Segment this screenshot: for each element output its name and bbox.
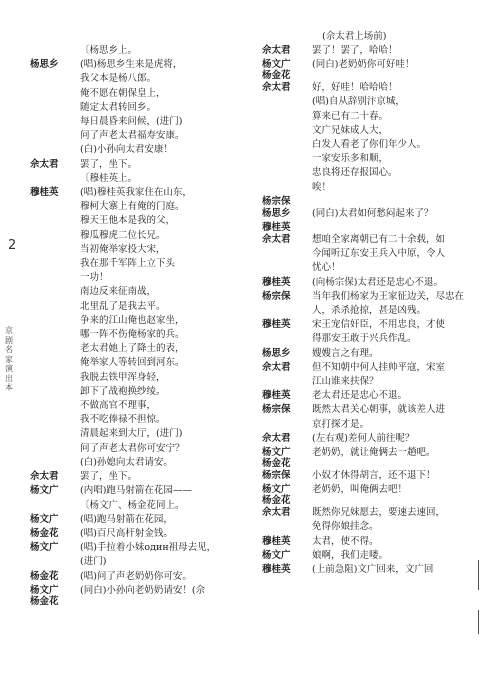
line-text: 〔穆桂英上。 — [80, 172, 138, 184]
speaker-name — [30, 413, 80, 414]
script-line — [262, 520, 486, 534]
script-line — [30, 442, 252, 456]
script-line — [30, 186, 252, 200]
line-text: 罢了，坐下。 — [80, 158, 138, 170]
script-line — [30, 513, 252, 527]
line-text: 白发人看老了你们年少人。 — [312, 139, 427, 151]
speaker-name — [262, 166, 312, 167]
speaker-name: 佘太君 — [262, 361, 291, 373]
line-text: 〔杨文广、杨金花同上。 — [80, 499, 185, 511]
line-text: 不做高官不理事， — [80, 400, 157, 412]
script-line — [30, 101, 252, 115]
speaker-name — [30, 499, 80, 500]
script-line — [262, 403, 486, 417]
speaker-name: 佘太君 — [262, 82, 291, 94]
line-text: 得那安王敢于兴兵作乱。 — [312, 333, 417, 345]
script-line — [262, 110, 486, 124]
right-column — [262, 44, 486, 577]
script-line — [30, 385, 252, 399]
script-line — [30, 427, 252, 441]
line-text: 俺不愿在朝保皇上， — [80, 87, 166, 99]
script-line — [262, 389, 486, 403]
speaker-name: 杨文广 — [30, 513, 59, 525]
line-text: 北里乱了是我去平。 — [80, 300, 166, 312]
script-line — [30, 413, 252, 427]
line-text: 宋王宠信奸臣，不用忠良，才使 — [312, 319, 446, 331]
line-text: (唱)穆桂英我家住在山东， — [80, 187, 192, 199]
speaker-name — [30, 257, 80, 258]
script-line — [30, 342, 252, 356]
script-line — [30, 172, 252, 186]
line-text: 想咱全家离朝已有二十余载，如 — [312, 234, 446, 246]
speaker-name — [262, 110, 312, 111]
line-text: (白)孙媳向太君请安。 — [80, 456, 173, 468]
script-line — [30, 129, 252, 143]
speaker-name: 穆桂英 — [30, 187, 59, 199]
line-text: (唱)问了声老奶奶你可安。 — [80, 570, 192, 582]
speaker-name — [30, 555, 80, 556]
script-line — [262, 44, 486, 58]
speaker-name — [30, 399, 80, 400]
speaker-name: 穆桂英 — [262, 564, 291, 576]
script-line — [262, 276, 486, 290]
line-text: 卸下了战袍换纱绫。 — [80, 385, 166, 397]
speaker-name — [30, 271, 80, 272]
script-line — [30, 143, 252, 157]
script-line — [262, 95, 486, 109]
speaker-name: 杨文广 杨金花 — [262, 484, 291, 507]
top-note: (佘太君上场前) — [322, 31, 387, 42]
line-text: 罢了！罢了，哈哈！ — [312, 45, 398, 56]
script-line — [30, 229, 252, 243]
line-text: 忠良将还存报国心。 — [312, 167, 398, 179]
line-text: 人，杀杀抢掠，甚是凶残。 — [312, 305, 427, 317]
speaker-name: 杨文广 — [262, 549, 291, 561]
page-number: 2 — [8, 238, 17, 253]
line-text: 争来的江山俺也赵家坐， — [80, 314, 185, 326]
line-text: 娘啊，我们走喽。 — [312, 549, 389, 561]
line-text: 老太君还是忠心不退。 — [312, 390, 408, 402]
line-text: (进门) — [80, 556, 107, 568]
speaker-name: 杨金花 — [30, 527, 59, 539]
script-line — [30, 243, 252, 257]
line-text: 每日晨昏来问候，(进门) — [80, 116, 183, 128]
line-text: 小奴才休得胡言，还不退下！ — [312, 470, 436, 482]
script-line — [30, 44, 252, 58]
script-line — [262, 318, 486, 332]
script-line — [262, 261, 486, 275]
line-text: 哪一阵不伤俺杨家的兵。 — [80, 329, 185, 341]
script-line — [30, 72, 252, 86]
speaker-name — [30, 143, 80, 144]
script-line — [30, 58, 252, 72]
script-line — [262, 207, 486, 221]
speaker-name: 杨文广 — [30, 542, 59, 554]
speaker-name: 杨宗保 — [262, 470, 291, 482]
speaker-name: 佘太君 — [262, 234, 291, 246]
line-text: (同白)小孙向老奶奶请安！(佘 — [80, 584, 206, 596]
speaker-name — [30, 129, 80, 130]
script-line — [30, 328, 252, 342]
script-line — [262, 332, 486, 346]
speaker-name: 杨金花 — [30, 570, 59, 582]
speaker-name — [30, 243, 80, 244]
speaker-name: 佘太君 — [30, 471, 59, 483]
line-text: (上前急阻)文广回来，文广回 — [312, 564, 434, 576]
speaker-name — [262, 261, 312, 262]
script-line — [262, 375, 486, 389]
script-line — [30, 470, 252, 484]
script-line — [30, 158, 252, 172]
speaker-name: 佘太君 — [262, 45, 291, 56]
line-text: 老太君她上了降土的表， — [80, 343, 185, 355]
speaker-name: 杨宗保 — [262, 404, 291, 416]
speaker-name — [30, 285, 80, 286]
speaker-name — [30, 371, 80, 372]
speaker-name — [30, 115, 80, 116]
speaker-name — [262, 304, 312, 305]
script-line — [262, 469, 486, 483]
speaker-name: 杨思乡 — [262, 347, 291, 359]
speaker-name — [30, 172, 80, 173]
script-line — [262, 347, 486, 361]
line-text: 今闻听辽东安王兵入中原，令人 — [312, 248, 446, 260]
line-text: 江山谁来扶保？ — [312, 376, 379, 388]
script-line — [262, 152, 486, 166]
script-line — [262, 361, 486, 375]
line-text: (同白)太君如何愁闷起来了？ — [312, 207, 434, 219]
speaker-name: 穆桂英 — [262, 319, 291, 331]
speaker-name: 佘太君 — [262, 432, 291, 444]
line-text: (同白)老奶奶你可好哇！ — [312, 59, 415, 71]
script-line — [262, 418, 486, 432]
speaker-name: 杨文广 杨金花 — [262, 59, 291, 82]
script-line — [262, 549, 486, 563]
speaker-name — [30, 72, 80, 73]
speaker-name: 杨思乡 — [30, 59, 59, 71]
speaker-name — [262, 95, 312, 96]
script-line — [262, 195, 486, 207]
line-text: 问了声老太君福寿安康。 — [80, 130, 185, 142]
script-line — [262, 304, 486, 318]
script-line — [30, 87, 252, 101]
speaker-name — [262, 152, 312, 153]
line-text: 我脱去铁甲浑身轻， — [80, 371, 166, 383]
line-text: 当初俺举家投大宋， — [80, 243, 166, 255]
speaker-name — [262, 520, 312, 521]
script-line — [30, 541, 252, 555]
speaker-name: 杨思乡 — [262, 207, 291, 219]
script-line — [30, 115, 252, 129]
script-line — [262, 247, 486, 261]
line-text: 我在那千军阵上立下头 — [80, 258, 176, 270]
line-text: 罢了，坐下。 — [80, 471, 138, 483]
speaker-name — [30, 456, 80, 457]
line-text: (唱)自从辞别汴京城， — [312, 96, 405, 108]
line-text: (白)小孙向太君安康！ — [80, 144, 173, 156]
speaker-name — [30, 442, 80, 443]
script-line — [262, 535, 486, 549]
speaker-name — [30, 44, 80, 45]
script-line — [262, 233, 486, 247]
line-text: 算来已有二十春。 — [312, 110, 389, 122]
line-text: 南边反来征南战， — [80, 286, 157, 298]
speaker-name — [30, 214, 80, 215]
line-text: 〔杨思乡上。 — [80, 45, 138, 56]
speaker-name: 杨文广 杨金花 — [262, 447, 291, 470]
speaker-name — [30, 427, 80, 428]
script-line — [262, 506, 486, 520]
speaker-name — [262, 375, 312, 376]
script-line — [262, 181, 486, 195]
line-text: 一功！ — [80, 272, 109, 284]
line-text: (唱)杨思乡生来是虎将， — [80, 59, 183, 71]
line-text: 穆天王他本是我的父， — [80, 215, 176, 227]
speaker-name — [30, 385, 80, 386]
script-line — [262, 563, 486, 577]
script-line — [262, 166, 486, 180]
line-text: 穆瓜穆虎二位长兄。 — [80, 229, 166, 241]
line-text: 我父本是杨八郎。 — [80, 73, 157, 85]
script-line — [30, 200, 252, 214]
line-text: 一家安乐多和顺， — [312, 153, 389, 165]
script-line — [262, 483, 486, 506]
script-line — [262, 221, 486, 233]
line-text: 但不知朝中何人挂帅平寇，宋室 — [312, 361, 446, 373]
speaker-name — [30, 328, 80, 329]
speaker-name: 杨文广 杨金花 — [30, 584, 59, 607]
script-line — [30, 570, 252, 584]
speaker-name — [262, 124, 312, 125]
script-line — [30, 399, 252, 413]
speaker-name — [30, 101, 80, 102]
speaker-name — [30, 300, 80, 301]
line-text: (向杨宗保)太君还是忠心不退。 — [312, 276, 443, 288]
script-line — [30, 371, 252, 385]
line-text: (左右观)差何人前往呢？ — [312, 432, 415, 444]
script-line — [30, 257, 252, 271]
margin-rule — [478, 610, 479, 634]
script-line — [30, 499, 252, 513]
line-text: 当年我们杨家为王家征边关，尽忠在 — [312, 290, 465, 302]
margin-rule — [478, 560, 479, 590]
line-text: 好，好哇！哈哈哈！ — [312, 82, 398, 94]
script-line — [262, 290, 486, 304]
script-line — [262, 432, 486, 446]
script-line — [262, 58, 486, 81]
speaker-name — [30, 87, 80, 88]
speaker-name: 穆桂英 — [262, 535, 291, 547]
script-line — [262, 138, 486, 152]
speaker-name — [262, 138, 312, 139]
script-line — [30, 271, 252, 285]
script-line — [30, 555, 252, 569]
line-text: 京打探才是。 — [312, 418, 370, 430]
line-text: 俺举家人等转回到河东。 — [80, 357, 185, 369]
script-line — [30, 584, 252, 607]
script-line — [30, 214, 252, 228]
line-text: (唱)百尺高杆射金钱。 — [80, 527, 173, 539]
speaker-name — [262, 247, 312, 248]
line-text: 清晨起来到大厅，(进门) — [80, 428, 183, 440]
speaker-name: 杨宗保 — [262, 290, 291, 302]
script-line — [30, 285, 252, 299]
line-text: 文广兄妹成人大， — [312, 124, 389, 136]
script-line — [262, 446, 486, 469]
speaker-name — [30, 342, 80, 343]
line-text: (唱)跑马射箭在花园， — [80, 513, 173, 525]
script-line — [262, 124, 486, 138]
line-text: (唱)手拉着小妹один祖母去见， — [80, 542, 217, 554]
speaker-name — [30, 356, 80, 357]
line-text: 嫂嫂言之有理。 — [312, 347, 379, 359]
speaker-name: 杨文广 — [30, 485, 59, 497]
speaker-name: 佘太君 — [262, 507, 291, 519]
margin-book-title: 京剧名家演出本 — [5, 326, 13, 392]
line-text: 老奶奶，叫俺俩去吧！ — [312, 484, 408, 496]
line-text: 老奶奶，就让俺俩去一趟吧。 — [312, 447, 436, 459]
script-line — [30, 314, 252, 328]
speaker-name: 穆桂英 — [262, 276, 291, 288]
left-column — [30, 44, 252, 607]
speaker-name: 穆桂英 — [262, 390, 291, 402]
line-text: 忧心！ — [312, 262, 341, 274]
speaker-name — [262, 181, 312, 182]
script-line — [30, 300, 252, 314]
line-text: 我不吃俸禄不担惊。 — [80, 414, 166, 426]
script-line — [262, 81, 486, 95]
speaker-name: 佘太君 — [30, 158, 59, 170]
speaker-name — [262, 418, 312, 419]
line-text: 随定太君转回乡。 — [80, 101, 157, 113]
speaker-name — [30, 200, 80, 201]
script-line — [30, 527, 252, 541]
line-text: 问了声老太君你可安宁？ — [80, 442, 185, 454]
line-text: 免得你娘挂念。 — [312, 521, 379, 533]
line-text: 唉！ — [312, 181, 332, 193]
line-text: 既然你兄妹愿去，要速去速回， — [312, 507, 446, 519]
speaker-name — [30, 229, 80, 230]
line-text: 穆柯大寨上有俺的门庭。 — [80, 201, 185, 213]
speaker-name — [30, 314, 80, 315]
script-line — [30, 356, 252, 370]
speaker-name: 穆桂英 — [262, 222, 291, 234]
speaker-name: 杨宗保 — [262, 195, 291, 207]
speaker-name — [262, 332, 312, 333]
line-text: (内唱)跑马射箭在花园—— — [80, 485, 192, 497]
line-text: 太君，使不得。 — [312, 535, 379, 547]
script-line — [30, 484, 252, 498]
line-text: 既然太君关心朝事，就该差人进 — [312, 404, 446, 416]
script-line — [30, 456, 252, 470]
